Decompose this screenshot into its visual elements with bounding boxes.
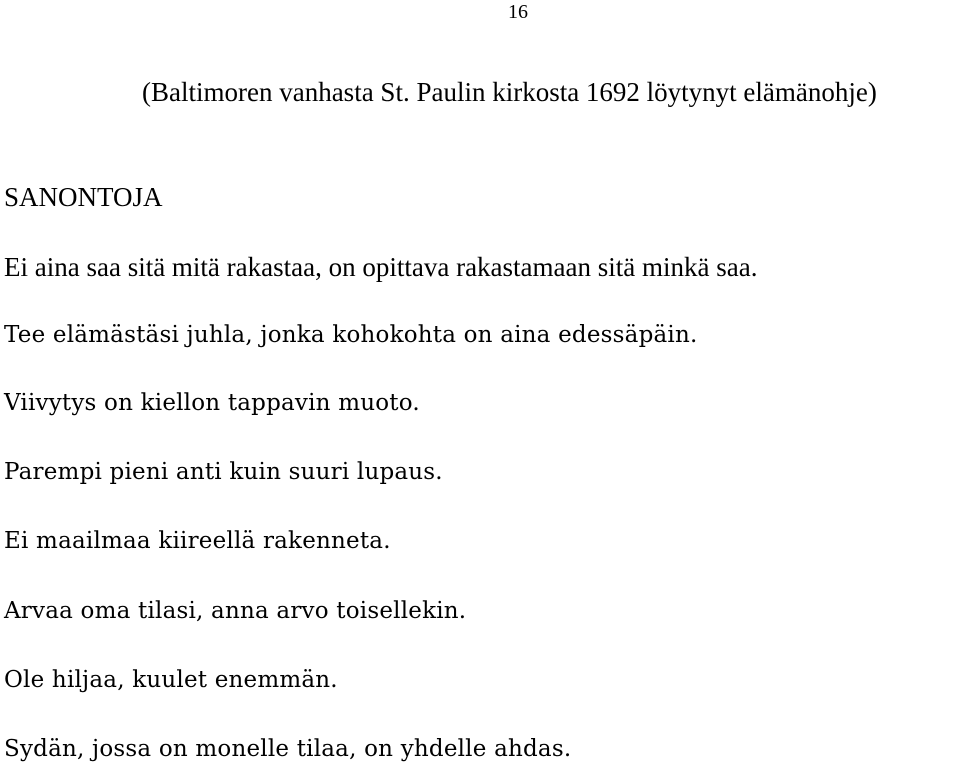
saying-3: Viivytys on kiellon tappavin muoto.	[4, 390, 420, 416]
saying-7: Ole hiljaa, kuulet enemmän.	[4, 667, 338, 693]
saying-8: Sydän, jossa on monelle tilaa, on yhdelle ahdas.	[4, 736, 572, 762]
saying-1: Ei aina saa sitä mitä rakastaa, on opittava rakastamaan sitä minkä saa.	[4, 252, 758, 282]
source-note: (Baltimoren vanhasta St. Paulin kirkosta 1692 löytynyt elämänohje)	[142, 77, 877, 107]
page-number: 16	[508, 1, 528, 23]
saying-2: Tee elämästäsi juhla, jonka kohokohta on aina edessäpäin.	[4, 322, 698, 348]
saying-5: Ei maailmaa kiireellä rakenneta.	[4, 528, 391, 554]
section-title: SANONTOJA	[4, 182, 163, 212]
saying-4: Parempi pieni anti kuin suuri lupaus.	[4, 459, 443, 485]
saying-6: Arvaa oma tilasi, anna arvo toisellekin.	[4, 598, 467, 624]
